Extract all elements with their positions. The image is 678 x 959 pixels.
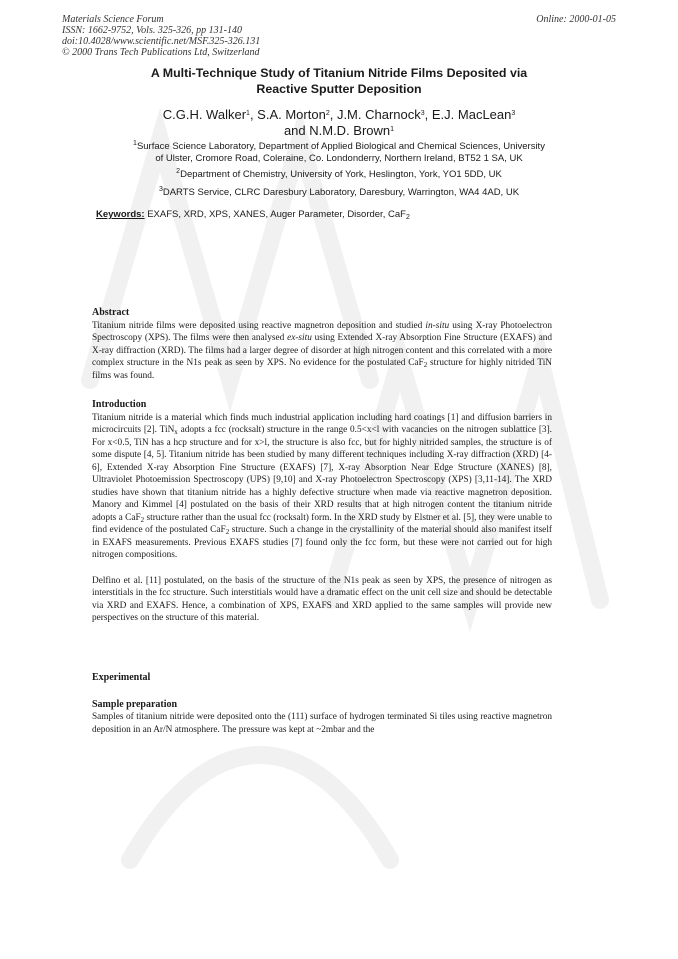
affiliation-3 — [60, 187, 618, 199]
affiliation-number: 1 — [133, 140, 137, 147]
journal-header — [62, 14, 260, 58]
author-name: C.G.H. Walker — [162, 107, 247, 122]
introduction-paragraph-2: Delfino et al. [11] postulated, on the basis of the structure of the N1s peak as seen by XPS, the presence of nitrogen as interstitials in the fcc structure. Such interstitials would have a dramatic effect on the unit cell size and should be detectable via XRD and EXAFS. Hence, a combination of XPS, EXAFS and XRD applied to the same samples will provide new perspectives on the structure of this material. — [92, 575, 552, 623]
abstract-section — [92, 307, 552, 382]
sample-preparation-heading: Sample preparation — [92, 698, 178, 710]
author-name: and N.M.D. Brown — [283, 123, 391, 138]
author-name: , S.A. Morton — [249, 107, 326, 122]
abstract-heading: Abstract — [92, 307, 130, 318]
author-affiliation-mark: 1 — [390, 126, 395, 133]
affiliation-text: of Ulster, Cromore Road, Coleraine, Co. Londonderry, Northern Ireland, BT52 1 SA, UK — [155, 153, 523, 164]
introduction-heading: Introduction — [92, 399, 147, 410]
copyright-line: © 2000 Trans Tech Publications Ltd, Switzerland — [62, 47, 260, 58]
sample-preparation-text: Samples of titanium nitride were deposited onto the (111) surface of hydrogen terminated Si tiles using reactive magnetron deposition in an Ar/N atmosphere. The pressure was kept at ~2mbar and the — [92, 712, 552, 735]
title-line-1: A Multi-Technique Study of Titanium Nitride Films Deposited via — [150, 66, 528, 80]
journal-name: Materials Science Forum — [62, 14, 164, 25]
keywords — [96, 209, 556, 220]
affiliation-text: Surface Science Laboratory, Department of Applied Biological and Chemical Sciences, University — [136, 141, 545, 152]
affiliation-text: Department of Chemistry, University of York, Heslington, York, YO1 5DD, UK — [180, 169, 502, 180]
keywords-text: EXAFS, XRD, XPS, XANES, Auger Parameter, Disorder, CaF — [147, 209, 406, 220]
keywords-label: Keywords: — [96, 209, 145, 220]
author-name: , J.M. Charnock — [329, 107, 421, 122]
experimental-section — [92, 672, 552, 736]
affiliation-number: 2 — [176, 168, 181, 175]
abstract-body: Titanium nitride films were deposited using reactive magnetron deposition and studied in-situ using X-ray Photoelectron Spectroscopy (XPS). The films were then analysed ex-situ using Extended X-ray Absorption Fine Structure (EXAFS) and X-ray diffraction (XRD). The films had a larger degree of disorder at high nitrogen content and this correlated with a more complex structure in the N1s peak as seen by XPS. No evidence for the postulated CaF$_2$ structure for highly nitrided TiN films was found. — [92, 320, 552, 381]
affiliation-number: 3 — [158, 186, 163, 193]
affiliation-2 — [60, 169, 618, 181]
issn-line: ISSN: 1662-9752, Vols. 325-326, pp 131-140 — [62, 25, 242, 36]
author-affiliation-mark: 3 — [511, 110, 516, 117]
introduction-paragraph-1: Titanium nitride is a material which finds much industrial application including hard coatings [1] and diffusion barriers in microcircuits [2]. TiN$_x$ adopts a fcc (rocksalt) structure in the range 0.5<x<l with vacancies on the nitrogen sublattice [3]. For x<0.5, TiN has a hcp structure and for x>l, the structure is also fcc, but for highly nitrided samples, the structure is of some dispute [4, 5]. Titanium nitride has been studied by many different techniques including X-ray diffraction (XRD) [4-6], Extended X-ray Absorption Fine Structure (EXAFS) [7], X-ray Absorption Near Edge Structure (XANES) [8], Ultraviolet Photoemission Spectroscopy (UPS) [9,10] and X-ray Photoelectron Spectroscopy (XPS) [3,11-14]. The XRD studies have shown that titanium nitride has a highly defective structure when made via reactive magnetron deposition. Manory and Kimmel [4] postulated on the basis of their XRD results that at high nitrogen content the titanium nitride adopts a CaF$_2$ structure rather than the usual fcc (rocksalt) form. In the XRD study by Elstner et al. [5], they were unable to find evidence of the postulated CaF$_2$ structure. Such a change in the crystallinity of the material should also manifest itself in EXAFS measurements. Previous EXAFS studies [7] found only the fcc form, but these were not carried out for high nitrogen compositions. — [92, 412, 552, 560]
experimental-heading: Experimental — [92, 672, 151, 683]
online-date: Online: 2000-01-05 — [536, 14, 616, 25]
author-affiliation-mark: 1 — [246, 110, 250, 117]
author-name: , E.J. MacLean — [424, 107, 512, 122]
author-affiliation-mark: 2 — [325, 110, 330, 117]
introduction-section — [92, 399, 552, 625]
affiliation-1 — [60, 141, 618, 165]
doi-line: doi:10.4028/www.scientific.net/MSF.325-326.131 — [62, 36, 261, 47]
author-list — [60, 107, 618, 139]
affiliation-text: DARTS Service, CLRC Daresbury Laboratory, Daresbury, Warrington, WA4 4AD, UK — [162, 187, 520, 198]
title-line-2: Reactive Sputter Deposition — [256, 82, 422, 96]
paper-title — [60, 65, 618, 97]
author-affiliation-mark: 3 — [420, 110, 425, 117]
keywords-subscript: 2 — [405, 214, 410, 221]
